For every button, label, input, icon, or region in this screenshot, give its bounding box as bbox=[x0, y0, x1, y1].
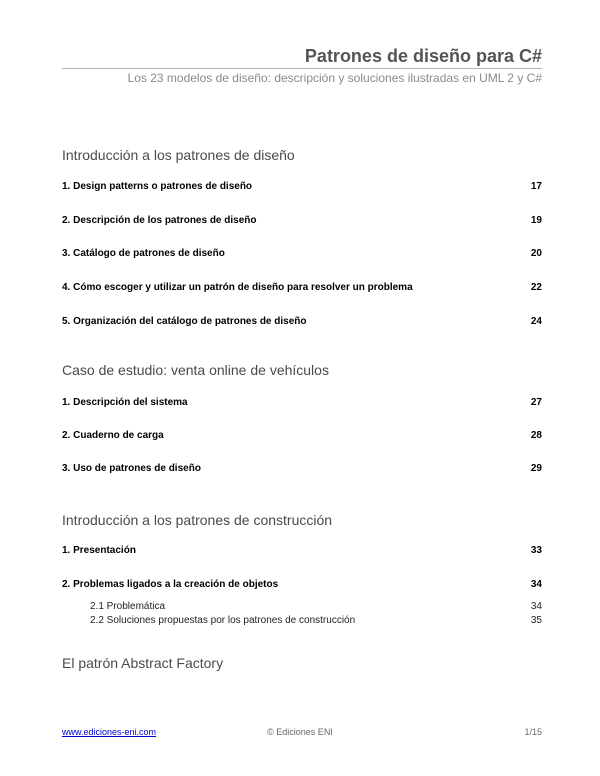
toc-subentry-page: 34 bbox=[530, 601, 542, 612]
toc-subentry[interactable] bbox=[90, 615, 542, 626]
toc-entry-page: 17 bbox=[530, 181, 542, 192]
toc-entry-page: 22 bbox=[530, 282, 542, 293]
toc-entry-label: 5. Organización del catálogo de patrones de diseño bbox=[62, 316, 307, 327]
toc-entry[interactable] bbox=[62, 215, 542, 226]
footer-copyright: © Ediciones ENI bbox=[267, 727, 333, 737]
toc-entry-label: 4. Cómo escoger y utilizar un patrón de diseño para resolver un problema bbox=[62, 282, 413, 293]
toc-entry[interactable] bbox=[62, 579, 542, 590]
toc-entry-label: 1. Descripción del sistema bbox=[62, 397, 188, 408]
footer-website-link[interactable]: www.ediciones-eni.com bbox=[62, 727, 157, 737]
toc-subentry-label: 2.1 Problemática bbox=[90, 601, 166, 612]
document-subtitle: Los 23 modelos de diseño: descripción y soluciones ilustradas en UML 2 y C# bbox=[127, 71, 542, 85]
toc-entry[interactable] bbox=[62, 181, 542, 192]
toc-entry-page: 19 bbox=[530, 215, 542, 226]
section-title: Caso de estudio: venta online de vehículos bbox=[62, 362, 329, 378]
toc-entry-page: 27 bbox=[530, 397, 542, 408]
document-title: Patrones de diseño para C# bbox=[304, 46, 542, 66]
toc-entry-page: 20 bbox=[530, 248, 542, 259]
toc-entry[interactable] bbox=[62, 248, 542, 259]
toc-subentry-label: 2.2 Soluciones propuestas por los patrones de construcción bbox=[90, 615, 356, 626]
toc-subentry-page: 35 bbox=[530, 615, 542, 626]
toc-entry-page: 33 bbox=[530, 545, 542, 556]
toc-subentry[interactable] bbox=[90, 601, 542, 612]
toc-entry[interactable] bbox=[62, 316, 542, 327]
toc-entry-page: 34 bbox=[530, 579, 542, 590]
section-title: El patrón Abstract Factory bbox=[62, 655, 224, 671]
title-rule bbox=[62, 68, 542, 69]
section-title: Introducción a los patrones de construcción bbox=[62, 512, 333, 528]
toc-entry[interactable] bbox=[62, 430, 542, 441]
toc-entry-label: 1. Presentación bbox=[62, 545, 136, 556]
section-title: Introducción a los patrones de diseño bbox=[62, 147, 295, 163]
toc-entry-label: 3. Catálogo de patrones de diseño bbox=[62, 248, 225, 259]
toc-entry[interactable] bbox=[62, 545, 542, 556]
toc-entry-label: 1. Design patterns o patrones de diseño bbox=[62, 181, 253, 192]
toc-entry[interactable] bbox=[62, 463, 542, 474]
toc-entry-page: 28 bbox=[530, 430, 542, 441]
toc-entry-page: 24 bbox=[530, 316, 542, 327]
toc-entry[interactable] bbox=[62, 397, 542, 408]
toc-entry-label: 2. Descripción de los patrones de diseño bbox=[62, 215, 257, 226]
toc-entry-page: 29 bbox=[530, 463, 542, 474]
toc-entry-label: 2. Problemas ligados a la creación de objetos bbox=[62, 579, 279, 590]
footer-page-number: 1/15 bbox=[524, 727, 542, 737]
toc-entry-label: 3. Uso de patrones de diseño bbox=[62, 463, 201, 474]
toc-entry[interactable] bbox=[62, 282, 542, 293]
toc-entry-label: 2. Cuaderno de carga bbox=[62, 430, 164, 441]
